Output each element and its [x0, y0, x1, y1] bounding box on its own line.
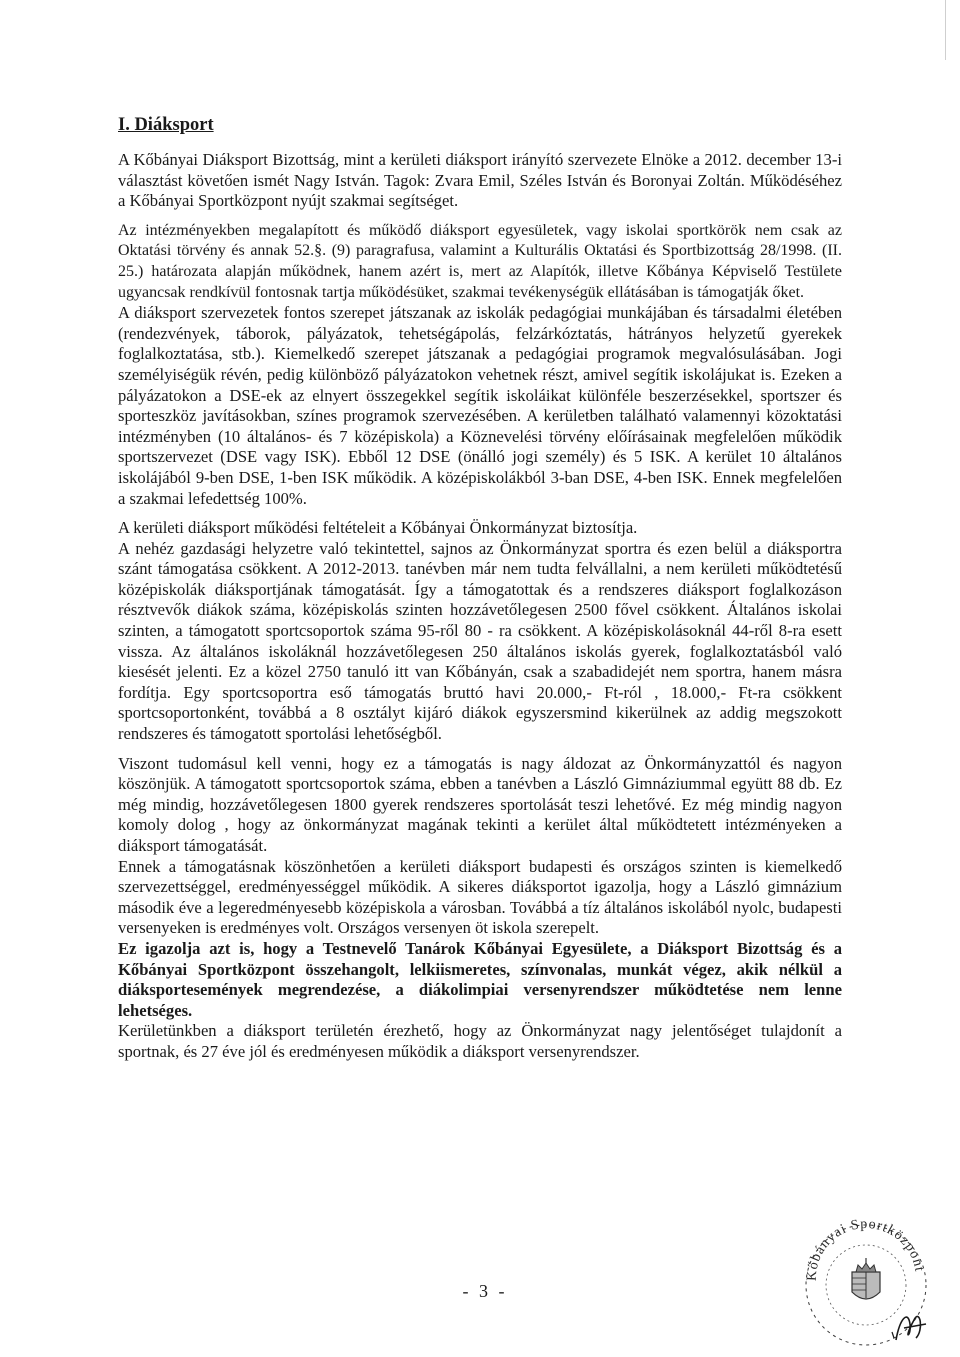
paragraph-closing: Kerületünkben a diáksport területén érezhető, hogy az Önkormányzat nagy jelentőséget tulajdonít a sportnak, és 27 éve jól és eredményesen működik a diáksport versenyrendszer.	[118, 1021, 842, 1061]
page-number: - 3 -	[462, 1281, 508, 1301]
scan-edge-mark	[945, 0, 946, 60]
paragraph-committee: A Kőbányai Diáksport Bizottság, mint a kerületi diáksport irányító szervezete Elnöke a 2012. december 13-i választást követően ismét Nagy István. Tagok: Zvara Emil, Széles István és Boronyai Zoltán. Működéséhez a Kőbányai Sportközpont nyújt szakmai segítséget.	[118, 150, 842, 211]
paragraph-budget-cuts: A nehéz gazdasági helyzetre való tekintettel, sajnos az Önkormányzat sportra és ezen belül a diáksportra szánt támogatása csökkent. A 2012-2013. tanévben már nem tudta felvállalni, a nem kerületi működtetésű középiskolák diáksportjának támogatását. Így a támogatottak és a rendszeres diáksport foglalkozáson résztvevők diákok száma, középiskolás szinten hozzávetőlegesen 2500 fővel csökkent. Általános iskolai szinten, a támogatott sportcsoportok száma 95-ről 80 - ra csökkent. A középiskolásoknál 44-ről 8-ra esett vissza. Az általános iskoláknál hozzávetőlegesen 250 általános iskolás gyerek, foglalkoztatásból való kiesését jelenti. Ez a közel 2750 tanuló itt van Kőbányán, csak a szabadidejét nem sportra, hanem másra fordítja. Egy sportcsoportra eső támogatás bruttó havi 20.000,- Ft-ról , 18.000,- Ft-ra csökkent sportcsoportonként, továbbá a 8 osztályt kijáró diákok egyszersmind kikerülnek az addig megszokott rendszeres és támogatott sportolási lehetőségből.	[118, 538, 842, 744]
document-page	[118, 112, 842, 1063]
paragraph-funding: A kerületi diáksport működési feltételeit a Kőbányai Önkormányzat biztosítja.	[118, 518, 638, 538]
official-stamp	[796, 1200, 936, 1350]
section-heading: I. Diáksport	[118, 115, 214, 135]
paragraph-legal-basis: Az intézményekben megalapított és működő diáksport egyesületek, vagy iskolai sportkörök nem csak az Oktatási törvény és annak 52.§. (9) paragrafusa, valamint a Kulturális Oktatási és Sportbizottság 28/1998. (II. 25.) határozata alapján működnek, hanem azért is, mert az Alapítók, illetve Kőbánya Képviselő Testülete ugyancsak rendkívül fontosnak tartja működésüket, szakmai tevékenységük ellátásában is támogatják őket.	[118, 221, 842, 301]
stamp-seal-icon	[796, 1200, 936, 1350]
paragraph-gratitude: Viszont tudomásul kell venni, hogy ez a támogatás is nagy áldozat az Önkormányzattól és nagyon köszönjük. A támogatott sportcsoportok száma, ebben a tanévben a László Gimnáziummal együtt 88 db. Ez még mindig, hozzávetőlegesen 1800 gyerek rendszeres sportolását teszi lehetővé. Ez még mindig nagyon komoly dolog , hogy az önkormányzat magának tekinti a kerület által működtetett intézményeken a diáksport támogatását.	[118, 753, 842, 855]
paragraph-results: Ennek a támogatásnak köszönhetően a kerületi diáksport budapesti és országos szinten is kiemelkedő szervezettséggel, eredményességgel működik. A sikeres diáksportot igazolja, hogy a László gimnázium második éve a legeredményesebb középiskola a városban. Továbbá a tíz általános iskolából nyolc, budapesti versenyeken is eredményes volt. Országos versenyen öt iskola szerepelt.	[118, 856, 842, 938]
paragraph-school-role: A diáksport szervezetek fontos szerepet játszanak az iskolák pedagógiai munkájában és társadalmi életében (rendezvények, táborok, pályázatok, tehetségápolás, felzárkóztatás, hátrányos helyzetű gyerekek foglalkoztatása, stb.). Kiemelkedő szerepet játszanak a pedagógiai programok megvalósulásában. Jogi személyiségük révén, pedig különböző pályázatokon vehetnek részt, amivel segítik iskolájukat is. Ezeken a pályázatokon a DSE-ek az elnyert összegekkel segítik iskoláikat különféle beszerzésekkel, sportszer és sporteszköz javításokban, színes programok szervezésében. A kerületben található valamennyi közoktatási intézményben (10 általános- és 7 középiskola) a Köznevelési törvény előírásainak megfelelően működik sportszervezet (DSE vagy ISK). Ebből 12 DSE (önálló jogi személy) és 5 ISK. A kerület 10 általános iskolájából 9-ben DSE, 1-ben ISK működik. A középiskolákból 3-ban DSE, 4-ben ISK. Ennek megfelelően a szakmai lefedettség 100%.	[118, 303, 842, 508]
paragraph-acknowledgement: Ez igazolja azt is, hogy a Testnevelő Tanárok Kőbányai Egyesülete, a Diáksport Bizottság és a Kőbányai Sportközpont összehangolt, lelkiismeretes, színvonalas, munkát végez, akik nélkül a diáksportesemények megrendezése, a diákolimpiai versenyrendszer működtetése nem lenne lehetséges.	[118, 938, 842, 1020]
stamp-text: Kőbányai Sportközpont	[804, 1216, 927, 1282]
